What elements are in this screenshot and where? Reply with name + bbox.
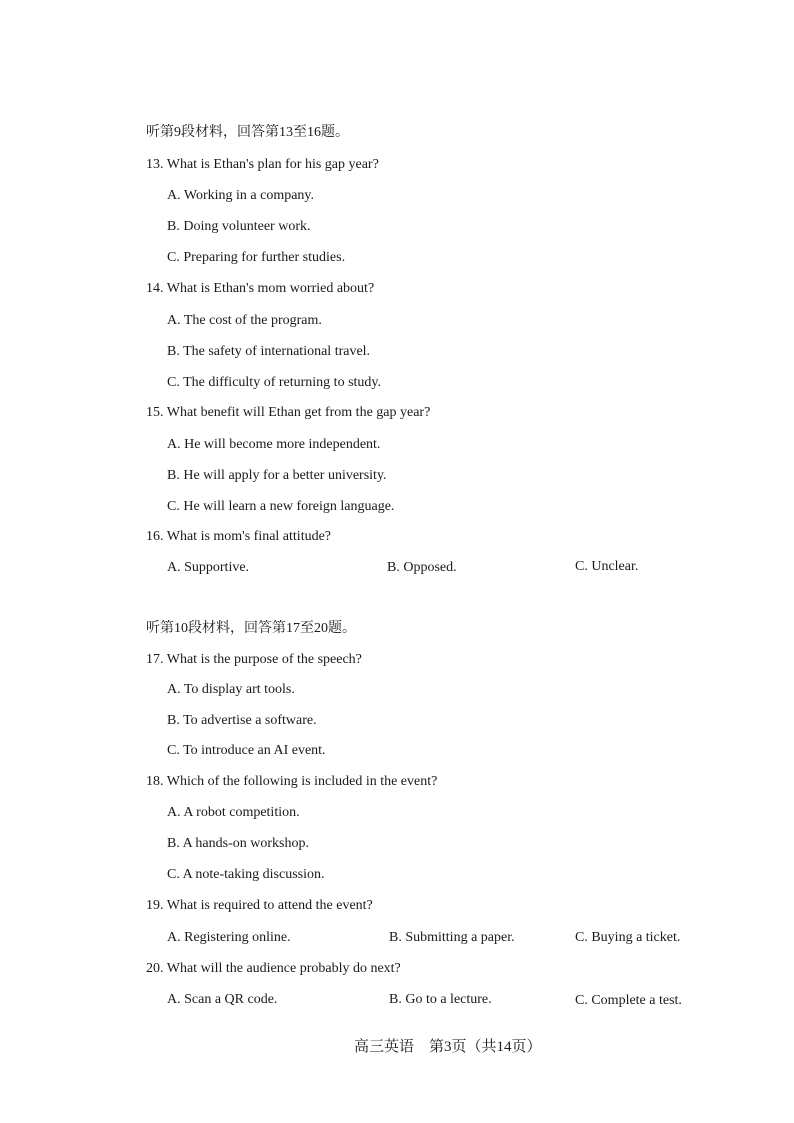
option-13b: B. Doing volunteer work. — [167, 219, 311, 234]
option-15c: C. He will learn a new foreign language. — [167, 499, 395, 514]
option-14c: C. The difficulty of returning to study. — [167, 375, 381, 390]
option-17a: A. To display art tools. — [167, 682, 295, 697]
option-16c: C. Unclear. — [575, 559, 639, 574]
question-19: 19. What is required to attend the event? — [146, 898, 373, 913]
option-15a: A. He will become more independent. — [167, 437, 381, 452]
option-18c: C. A note-taking discussion. — [167, 867, 325, 882]
option-17c: C. To introduce an AI event. — [167, 743, 326, 758]
option-13a: A. Working in a company. — [167, 188, 315, 203]
option-18b: B. A hands-on workshop. — [167, 836, 309, 851]
option-14b: B. The safety of international travel. — [167, 344, 371, 359]
question-14: 14. What is Ethan's mom worried about? — [146, 281, 375, 296]
question-15: 15. What benefit will Ethan get from the gap year? — [146, 405, 431, 420]
option-13c: C. Preparing for further studies. — [167, 250, 346, 265]
option-19b: B. Submitting a paper. — [389, 930, 515, 945]
question-13: 13. What is Ethan's plan for his gap year? — [146, 157, 379, 172]
option-16b: B. Opposed. — [387, 560, 457, 575]
section-instruction: 听第9段材料，回答第13至16题。 — [146, 125, 349, 140]
option-20a: A. Scan a QR code. — [167, 992, 278, 1007]
question-17: 17. What is the purpose of the speech? — [146, 652, 362, 667]
option-20c: C. Complete a test. — [575, 993, 682, 1008]
option-15b: B. He will apply for a better university. — [167, 468, 387, 483]
option-17b: B. To advertise a software. — [167, 713, 317, 728]
option-16a: A. Supportive. — [167, 560, 250, 575]
page-footer: 高三英语 第3页（共14页） — [354, 1039, 542, 1055]
option-19a: A. Registering online. — [167, 930, 291, 945]
question-20: 20. What will the audience probably do next? — [146, 961, 401, 976]
question-18: 18. Which of the following is included in the event? — [146, 774, 438, 789]
option-19c: C. Buying a ticket. — [575, 930, 681, 945]
section-instruction: 听第10段材料，回答第17至20题。 — [146, 621, 356, 636]
option-18a: A. A robot competition. — [167, 805, 300, 820]
option-14a: A. The cost of the program. — [167, 313, 322, 328]
question-16: 16. What is mom's final attitude? — [146, 529, 332, 544]
option-20b: B. Go to a lecture. — [389, 992, 492, 1007]
